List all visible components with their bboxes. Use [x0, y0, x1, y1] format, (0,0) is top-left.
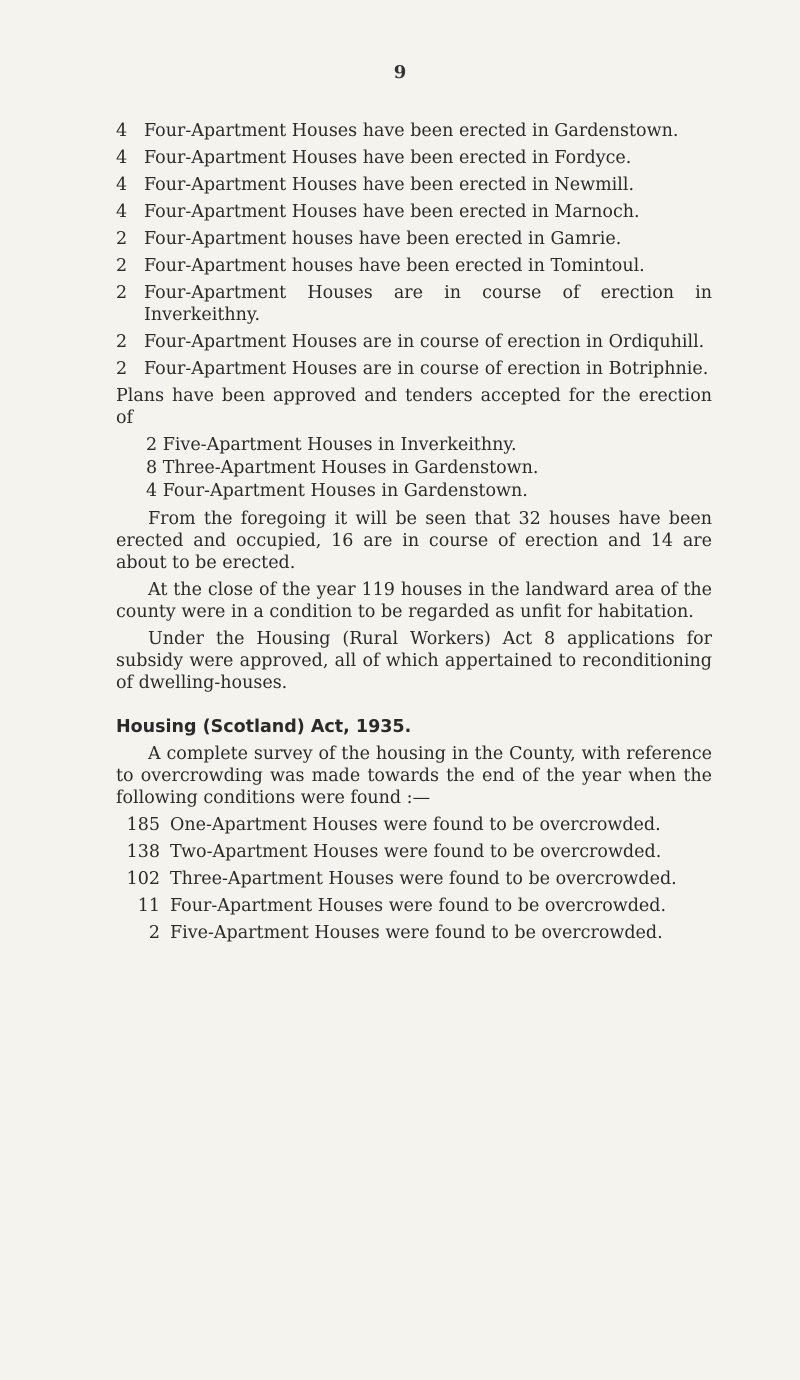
foregoing-paragraph: From the foregoing it will be seen that 32 houses have been erected and occupied, 16 are in course of erection and 14 are about to be erected. — [116, 509, 712, 573]
list-item — [116, 358, 712, 380]
item-text: Four-Apartment Houses have been erected in Newmill. — [144, 175, 635, 195]
item-count: 2 — [116, 283, 128, 303]
list-item — [116, 282, 712, 326]
overcrowded-list — [116, 814, 712, 944]
item-count: 185 — [126, 815, 160, 835]
list-item — [116, 814, 712, 836]
erected-houses-list — [116, 120, 712, 380]
item-count: 4 — [116, 148, 128, 168]
list-item — [116, 331, 712, 353]
item-text: Two-Apartment Houses were found to be overcrowded. — [170, 842, 662, 862]
list-item: 4 Four-Apartment Houses in Gardenstown. — [146, 481, 528, 501]
item-text: Four-Apartment Houses are in course of erection in Inverkeithny. — [144, 283, 712, 325]
item-text: Four-Apartment houses have been erected in Tomintoul. — [144, 256, 645, 276]
item-text: Four-Apartment houses have been erected in Gamrie. — [144, 229, 622, 249]
list-item — [116, 201, 712, 223]
item-count: 2 — [116, 332, 128, 352]
list-item — [116, 868, 712, 890]
list-item — [116, 147, 712, 169]
item-text: Five-Apartment Houses were found to be overcrowded. — [170, 923, 663, 943]
item-count: 11 — [137, 896, 160, 916]
item-text: Four-Apartment Houses have been erected in Fordyce. — [144, 148, 632, 168]
item-count: 2 — [116, 229, 128, 249]
item-count: 102 — [126, 869, 160, 889]
item-count: 4 — [116, 202, 128, 222]
document-body — [116, 120, 712, 949]
item-text: Four-Apartment Houses are in course of erection in Ordiquhill. — [144, 332, 705, 352]
list-item — [116, 922, 712, 944]
item-text: Four-Apartment Houses have been erected in Gardenstown. — [144, 121, 679, 141]
list-item — [116, 120, 712, 142]
list-item — [116, 841, 712, 863]
item-text: Four-Apartment Houses have been erected in Marnoch. — [144, 202, 640, 222]
list-item — [116, 228, 712, 250]
list-item: 8 Three-Apartment Houses in Gardenstown. — [146, 458, 539, 478]
item-count: 2 — [116, 359, 128, 379]
page-number: 9 — [393, 62, 407, 83]
item-count: 138 — [126, 842, 160, 862]
rural-workers-paragraph: Under the Housing (Rural Workers) Act 8 applications for subsidy were approved, all of which appertained to reconditioning of dwelling-houses. — [116, 629, 712, 693]
plans-list — [116, 434, 712, 502]
section-heading: Housing (Scotland) Act, 1935. — [116, 717, 412, 737]
item-text: Three-Apartment Houses were found to be overcrowded. — [170, 869, 677, 889]
item-text: One-Apartment Houses were found to be overcrowded. — [170, 815, 661, 835]
plans-paragraph: Plans have been approved and tenders accepted for the erection of — [116, 386, 712, 428]
list-item: 2 Five-Apartment Houses in Inverkeithny. — [146, 435, 517, 455]
item-count: 2 — [148, 923, 160, 943]
item-count: 2 — [116, 256, 128, 276]
item-count: 4 — [116, 175, 128, 195]
item-text: Four-Apartment Houses are in course of erection in Botriphnie. — [144, 359, 709, 379]
survey-paragraph: A complete survey of the housing in the County, with reference to overcrowding was made towards the end of the year when the following conditions were found :— — [116, 744, 712, 808]
close-of-year-paragraph: At the close of the year 119 houses in the landward area of the county were in a condition to be regarded as unfit for habitation. — [116, 580, 712, 622]
item-count: 4 — [116, 121, 128, 141]
list-item — [116, 255, 712, 277]
list-item — [116, 174, 712, 196]
list-item — [116, 895, 712, 917]
item-text: Four-Apartment Houses were found to be overcrowded. — [170, 896, 667, 916]
